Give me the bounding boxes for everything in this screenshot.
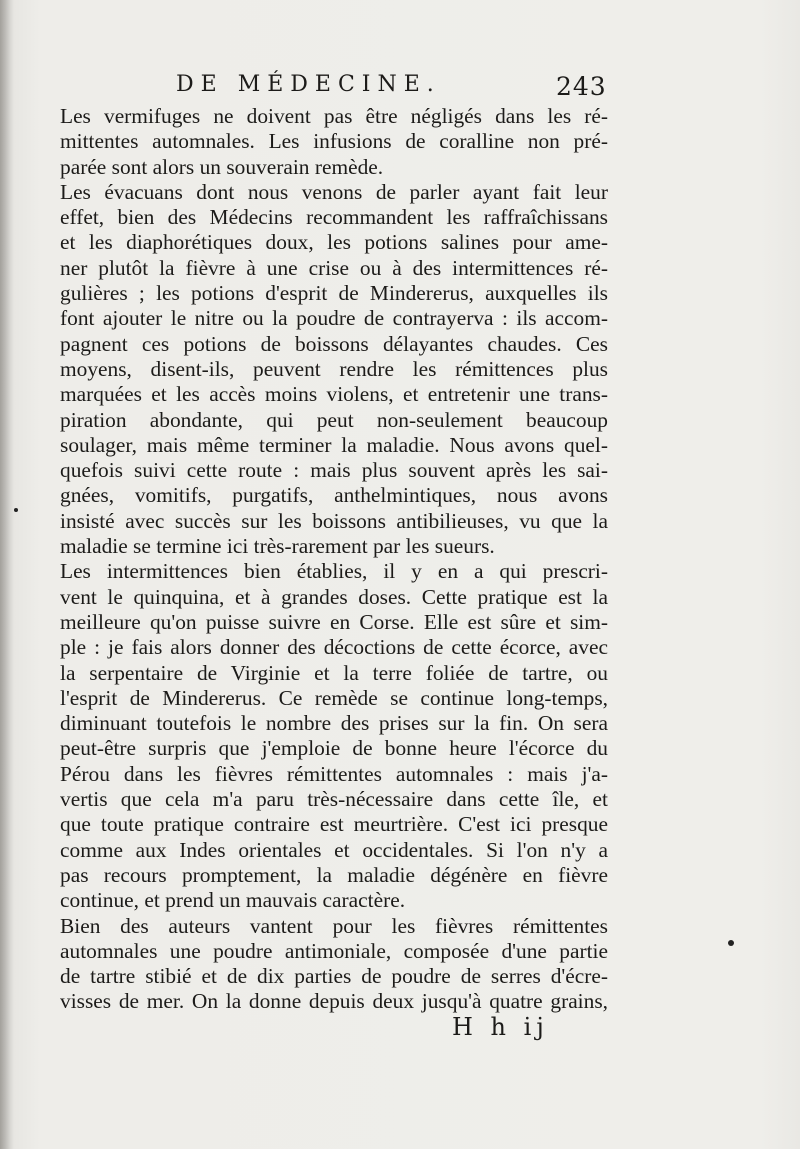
text-line: continue, et prend un mauvais caractère.: [60, 888, 406, 913]
text-line: marquées et les accès moins violens, et entretenir une trans-: [60, 382, 608, 407]
text-line: quefois suivi cette route : mais plus souvent après les sai-: [60, 458, 608, 483]
ink-speck: [14, 508, 18, 512]
text-line: Bien des auteurs vantent pour les fièvres rémittentes: [60, 913, 608, 938]
text-line: insisté avec succès sur les boissons antibilieuses, vu que la: [60, 508, 608, 533]
paragraph: [60, 914, 608, 1015]
text-line: soulager, mais même terminer la maladie. Nous avons quel-: [60, 432, 608, 457]
text-line: mittentes automnales. Les infusions de coralline non pré-: [60, 129, 608, 154]
text-line: automnales une poudre antimoniale, composée d'une partie: [60, 938, 608, 963]
page-number: 243: [556, 72, 607, 101]
text-line: Les intermittences bien établies, il y en a qui prescri-: [60, 559, 608, 584]
text-line: ner plutôt la fièvre à une crise ou à des intermittences ré-: [60, 255, 608, 280]
text-line: maladie se termine ici très-rarement par les sueurs.: [60, 534, 495, 559]
text-line: pas recours promptement, la maladie dégénère en fièvre: [60, 862, 608, 887]
text-line: gnées, vomitifs, purgatifs, anthelmintiques, nous avons: [60, 483, 608, 508]
page-gutter-shadow: [0, 0, 14, 1149]
text-line: parée sont alors un souverain remède.: [60, 154, 384, 179]
paragraph: [60, 559, 608, 913]
text-line: comme aux Indes orientales et occidentales. Si l'on n'y a: [60, 837, 608, 862]
text-line: de tartre stibié et de dix parties de poudre de serres d'écre-: [60, 964, 608, 989]
text-line: meilleure qu'on puisse suivre en Corse. Elle est sûre et sim-: [60, 609, 608, 634]
paragraph: [60, 180, 608, 559]
text-line: visses de mer. On la donne depuis deux jusqu'à quatre grains,: [60, 989, 608, 1014]
text-line: peut-être surpris que j'emploie de bonne heure l'écorce du: [60, 736, 608, 761]
ink-speck: [728, 940, 734, 946]
text-line: que toute pratique contraire est meurtrière. C'est ici presque: [60, 812, 608, 837]
text-line: gulières ; les potions d'esprit de Mindererus, auxquelles ils: [60, 281, 608, 306]
text-line: piration abondante, qui peut non-seulement beaucoup: [60, 407, 608, 432]
text-line: vertis que cela m'a paru très-nécessaire dans cette île, et: [60, 787, 608, 812]
signature-mark: H h ij: [452, 1013, 549, 1041]
text-line: moyens, disent-ils, peuvent rendre les rémittences plus: [60, 356, 608, 381]
page-header: [0, 64, 800, 104]
text-line: et les diaphorétiques doux, les potions salines pour ame-: [60, 230, 608, 255]
text-line: Les vermifuges ne doivent pas être négligés dans les ré-: [60, 104, 608, 128]
text-line: effet, bien des Médecins recommandent les raffraîchissans: [60, 205, 608, 230]
text-line: ple : je fais alors donner des décoctions de cette écorce, avec: [60, 635, 608, 660]
text-line: font ajouter le nitre ou la poudre de contrayerva : ils accom-: [60, 306, 608, 331]
text-line: l'esprit de Mindererus. Ce remède se continue long-temps,: [60, 685, 608, 710]
running-head: DE MÉDECINE.: [176, 72, 441, 97]
text-line: la serpentaire de Virginie et la terre foliée de tartre, ou: [60, 660, 608, 685]
paragraph: [60, 104, 608, 180]
text-line: Les évacuans dont nous venons de parler ayant fait leur: [60, 179, 608, 204]
text-line: vent le quinquina, et à grandes doses. Cette pratique est la: [60, 584, 608, 609]
text-line: Pérou dans les fièvres rémittentes automnales : mais j'a-: [60, 761, 608, 786]
text-line: pagnent ces potions de boissons délayantes chaudes. Ces: [60, 331, 608, 356]
body-text: [60, 104, 608, 1015]
text-line: diminuant toutefois le nombre des prises sur la fin. On sera: [60, 711, 608, 736]
